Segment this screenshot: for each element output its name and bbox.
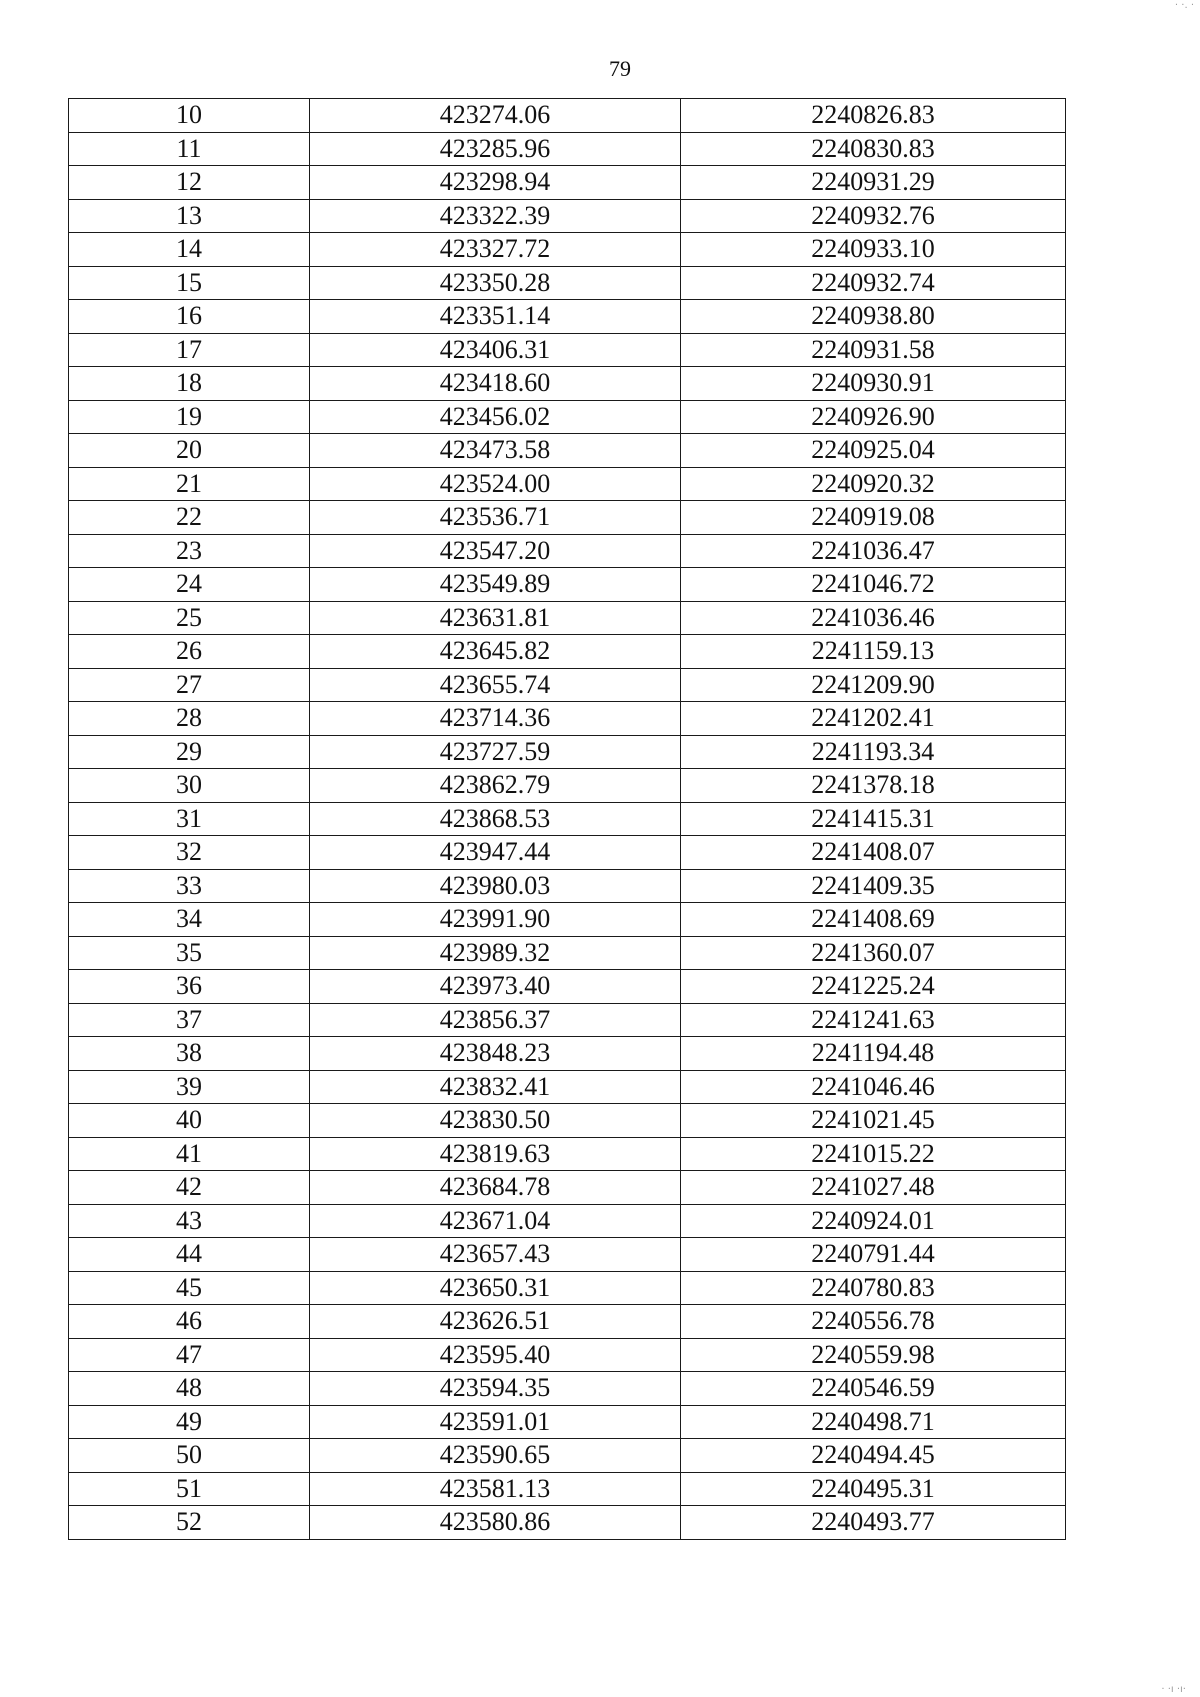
point-number-cell: 27 bbox=[69, 668, 310, 702]
x-coordinate-cell: 423631.81 bbox=[310, 601, 681, 635]
x-coordinate-cell: 423947.44 bbox=[310, 836, 681, 870]
point-number-cell: 21 bbox=[69, 467, 310, 501]
table-row bbox=[69, 99, 1066, 133]
y-coordinate-cell: 2240926.90 bbox=[681, 400, 1066, 434]
x-coordinate-cell: 423862.79 bbox=[310, 769, 681, 803]
y-coordinate-cell: 2241046.72 bbox=[681, 568, 1066, 602]
x-coordinate-cell: 423590.65 bbox=[310, 1439, 681, 1473]
y-coordinate-cell: 2240826.83 bbox=[681, 99, 1066, 133]
y-coordinate-cell: 2241159.13 bbox=[681, 635, 1066, 669]
y-coordinate-cell: 2240920.32 bbox=[681, 467, 1066, 501]
table-row bbox=[69, 869, 1066, 903]
point-number-cell: 51 bbox=[69, 1472, 310, 1506]
point-number-cell: 45 bbox=[69, 1271, 310, 1305]
point-number-cell: 22 bbox=[69, 501, 310, 535]
table-row bbox=[69, 434, 1066, 468]
point-number-cell: 29 bbox=[69, 735, 310, 769]
table-row bbox=[69, 467, 1066, 501]
point-number-cell: 13 bbox=[69, 199, 310, 233]
y-coordinate-cell: 2240498.71 bbox=[681, 1405, 1066, 1439]
table-row bbox=[69, 1104, 1066, 1138]
point-number-cell: 41 bbox=[69, 1137, 310, 1171]
x-coordinate-cell: 423285.96 bbox=[310, 132, 681, 166]
x-coordinate-cell: 423524.00 bbox=[310, 467, 681, 501]
y-coordinate-cell: 2240938.80 bbox=[681, 300, 1066, 334]
table-row bbox=[69, 668, 1066, 702]
table-row bbox=[69, 1338, 1066, 1372]
page-number: 79 bbox=[609, 56, 631, 81]
x-coordinate-cell: 423580.86 bbox=[310, 1506, 681, 1540]
y-coordinate-cell: 2241408.69 bbox=[681, 903, 1066, 937]
x-coordinate-cell: 423594.35 bbox=[310, 1372, 681, 1406]
x-coordinate-cell: 423547.20 bbox=[310, 534, 681, 568]
point-number-cell: 38 bbox=[69, 1037, 310, 1071]
point-number-cell: 23 bbox=[69, 534, 310, 568]
table-row bbox=[69, 1305, 1066, 1339]
x-coordinate-cell: 423274.06 bbox=[310, 99, 681, 133]
y-coordinate-cell: 2240495.31 bbox=[681, 1472, 1066, 1506]
y-coordinate-cell: 2240933.10 bbox=[681, 233, 1066, 267]
y-coordinate-cell: 2240931.29 bbox=[681, 166, 1066, 200]
x-coordinate-cell: 423456.02 bbox=[310, 400, 681, 434]
x-coordinate-cell: 423473.58 bbox=[310, 434, 681, 468]
y-coordinate-cell: 2240924.01 bbox=[681, 1204, 1066, 1238]
point-number-cell: 50 bbox=[69, 1439, 310, 1473]
x-coordinate-cell: 423536.71 bbox=[310, 501, 681, 535]
x-coordinate-cell: 423650.31 bbox=[310, 1271, 681, 1305]
point-number-cell: 12 bbox=[69, 166, 310, 200]
point-number-cell: 37 bbox=[69, 1003, 310, 1037]
y-coordinate-cell: 2240556.78 bbox=[681, 1305, 1066, 1339]
table-row bbox=[69, 266, 1066, 300]
point-number-cell: 24 bbox=[69, 568, 310, 602]
x-coordinate-cell: 423655.74 bbox=[310, 668, 681, 702]
point-number-cell: 28 bbox=[69, 702, 310, 736]
table-row bbox=[69, 501, 1066, 535]
table-row bbox=[69, 601, 1066, 635]
point-number-cell: 43 bbox=[69, 1204, 310, 1238]
table-row bbox=[69, 534, 1066, 568]
point-number-cell: 16 bbox=[69, 300, 310, 334]
x-coordinate-cell: 423351.14 bbox=[310, 300, 681, 334]
point-number-cell: 11 bbox=[69, 132, 310, 166]
table-row bbox=[69, 367, 1066, 401]
scan-artifact-bottom: · ·ı ·ı· bbox=[1161, 1684, 1186, 1695]
x-coordinate-cell: 423830.50 bbox=[310, 1104, 681, 1138]
point-number-cell: 25 bbox=[69, 601, 310, 635]
table-row bbox=[69, 568, 1066, 602]
y-coordinate-cell: 2240931.58 bbox=[681, 333, 1066, 367]
table-row bbox=[69, 802, 1066, 836]
x-coordinate-cell: 423980.03 bbox=[310, 869, 681, 903]
point-number-cell: 10 bbox=[69, 99, 310, 133]
point-number-cell: 20 bbox=[69, 434, 310, 468]
y-coordinate-cell: 2241360.07 bbox=[681, 936, 1066, 970]
point-number-cell: 19 bbox=[69, 400, 310, 434]
x-coordinate-cell: 423991.90 bbox=[310, 903, 681, 937]
y-coordinate-cell: 2240780.83 bbox=[681, 1271, 1066, 1305]
table-row bbox=[69, 769, 1066, 803]
y-coordinate-cell: 2241415.31 bbox=[681, 802, 1066, 836]
point-number-cell: 26 bbox=[69, 635, 310, 669]
table-row bbox=[69, 735, 1066, 769]
x-coordinate-cell: 423327.72 bbox=[310, 233, 681, 267]
y-coordinate-cell: 2241225.24 bbox=[681, 970, 1066, 1004]
point-number-cell: 49 bbox=[69, 1405, 310, 1439]
scan-artifact-top: · ·. · bbox=[1174, 0, 1194, 11]
table-row bbox=[69, 936, 1066, 970]
y-coordinate-cell: 2241021.45 bbox=[681, 1104, 1066, 1138]
y-coordinate-cell: 2240494.45 bbox=[681, 1439, 1066, 1473]
y-coordinate-cell: 2241202.41 bbox=[681, 702, 1066, 736]
x-coordinate-cell: 423684.78 bbox=[310, 1171, 681, 1205]
y-coordinate-cell: 2241036.46 bbox=[681, 601, 1066, 635]
point-number-cell: 35 bbox=[69, 936, 310, 970]
point-number-cell: 44 bbox=[69, 1238, 310, 1272]
coordinates-table-body bbox=[69, 99, 1066, 1540]
x-coordinate-cell: 423671.04 bbox=[310, 1204, 681, 1238]
table-row bbox=[69, 1204, 1066, 1238]
table-row bbox=[69, 1372, 1066, 1406]
y-coordinate-cell: 2241015.22 bbox=[681, 1137, 1066, 1171]
x-coordinate-cell: 423832.41 bbox=[310, 1070, 681, 1104]
table-row bbox=[69, 1171, 1066, 1205]
table-row bbox=[69, 400, 1066, 434]
x-coordinate-cell: 423868.53 bbox=[310, 802, 681, 836]
table-row bbox=[69, 836, 1066, 870]
table-row bbox=[69, 1037, 1066, 1071]
x-coordinate-cell: 423595.40 bbox=[310, 1338, 681, 1372]
table-row bbox=[69, 233, 1066, 267]
x-coordinate-cell: 423406.31 bbox=[310, 333, 681, 367]
x-coordinate-cell: 423989.32 bbox=[310, 936, 681, 970]
x-coordinate-cell: 423645.82 bbox=[310, 635, 681, 669]
x-coordinate-cell: 423714.36 bbox=[310, 702, 681, 736]
x-coordinate-cell: 423591.01 bbox=[310, 1405, 681, 1439]
table-row bbox=[69, 132, 1066, 166]
y-coordinate-cell: 2240932.74 bbox=[681, 266, 1066, 300]
x-coordinate-cell: 423856.37 bbox=[310, 1003, 681, 1037]
x-coordinate-cell: 423848.23 bbox=[310, 1037, 681, 1071]
x-coordinate-cell: 423549.89 bbox=[310, 568, 681, 602]
table-row bbox=[69, 1271, 1066, 1305]
point-number-cell: 48 bbox=[69, 1372, 310, 1406]
point-number-cell: 42 bbox=[69, 1171, 310, 1205]
y-coordinate-cell: 2241194.48 bbox=[681, 1037, 1066, 1071]
x-coordinate-cell: 423298.94 bbox=[310, 166, 681, 200]
y-coordinate-cell: 2240830.83 bbox=[681, 132, 1066, 166]
table-row bbox=[69, 1439, 1066, 1473]
table-row bbox=[69, 1238, 1066, 1272]
table-row bbox=[69, 1070, 1066, 1104]
point-number-cell: 52 bbox=[69, 1506, 310, 1540]
y-coordinate-cell: 2240919.08 bbox=[681, 501, 1066, 535]
y-coordinate-cell: 2241209.90 bbox=[681, 668, 1066, 702]
x-coordinate-cell: 423322.39 bbox=[310, 199, 681, 233]
x-coordinate-cell: 423973.40 bbox=[310, 970, 681, 1004]
point-number-cell: 47 bbox=[69, 1338, 310, 1372]
y-coordinate-cell: 2240930.91 bbox=[681, 367, 1066, 401]
x-coordinate-cell: 423418.60 bbox=[310, 367, 681, 401]
table-row bbox=[69, 199, 1066, 233]
table-row bbox=[69, 300, 1066, 334]
x-coordinate-cell: 423819.63 bbox=[310, 1137, 681, 1171]
coordinates-table bbox=[68, 98, 1066, 1540]
y-coordinate-cell: 2240791.44 bbox=[681, 1238, 1066, 1272]
y-coordinate-cell: 2241408.07 bbox=[681, 836, 1066, 870]
point-number-cell: 14 bbox=[69, 233, 310, 267]
point-number-cell: 15 bbox=[69, 266, 310, 300]
point-number-cell: 18 bbox=[69, 367, 310, 401]
table-row bbox=[69, 1405, 1066, 1439]
table-row bbox=[69, 1472, 1066, 1506]
y-coordinate-cell: 2241193.34 bbox=[681, 735, 1066, 769]
table-row bbox=[69, 903, 1066, 937]
point-number-cell: 33 bbox=[69, 869, 310, 903]
point-number-cell: 17 bbox=[69, 333, 310, 367]
y-coordinate-cell: 2241241.63 bbox=[681, 1003, 1066, 1037]
x-coordinate-cell: 423727.59 bbox=[310, 735, 681, 769]
table-row bbox=[69, 702, 1066, 736]
table-row bbox=[69, 1506, 1066, 1540]
point-number-cell: 34 bbox=[69, 903, 310, 937]
x-coordinate-cell: 423626.51 bbox=[310, 1305, 681, 1339]
table-row bbox=[69, 333, 1066, 367]
point-number-cell: 30 bbox=[69, 769, 310, 803]
table-row bbox=[69, 166, 1066, 200]
y-coordinate-cell: 2240493.77 bbox=[681, 1506, 1066, 1540]
point-number-cell: 36 bbox=[69, 970, 310, 1004]
y-coordinate-cell: 2241378.18 bbox=[681, 769, 1066, 803]
y-coordinate-cell: 2241409.35 bbox=[681, 869, 1066, 903]
y-coordinate-cell: 2241046.46 bbox=[681, 1070, 1066, 1104]
x-coordinate-cell: 423581.13 bbox=[310, 1472, 681, 1506]
x-coordinate-cell: 423657.43 bbox=[310, 1238, 681, 1272]
y-coordinate-cell: 2240932.76 bbox=[681, 199, 1066, 233]
y-coordinate-cell: 2241036.47 bbox=[681, 534, 1066, 568]
point-number-cell: 46 bbox=[69, 1305, 310, 1339]
point-number-cell: 31 bbox=[69, 802, 310, 836]
y-coordinate-cell: 2240546.59 bbox=[681, 1372, 1066, 1406]
table-row bbox=[69, 1003, 1066, 1037]
y-coordinate-cell: 2240925.04 bbox=[681, 434, 1066, 468]
table-row bbox=[69, 1137, 1066, 1171]
point-number-cell: 39 bbox=[69, 1070, 310, 1104]
y-coordinate-cell: 2241027.48 bbox=[681, 1171, 1066, 1205]
point-number-cell: 32 bbox=[69, 836, 310, 870]
x-coordinate-cell: 423350.28 bbox=[310, 266, 681, 300]
y-coordinate-cell: 2240559.98 bbox=[681, 1338, 1066, 1372]
table-row bbox=[69, 635, 1066, 669]
point-number-cell: 40 bbox=[69, 1104, 310, 1138]
table-row bbox=[69, 970, 1066, 1004]
